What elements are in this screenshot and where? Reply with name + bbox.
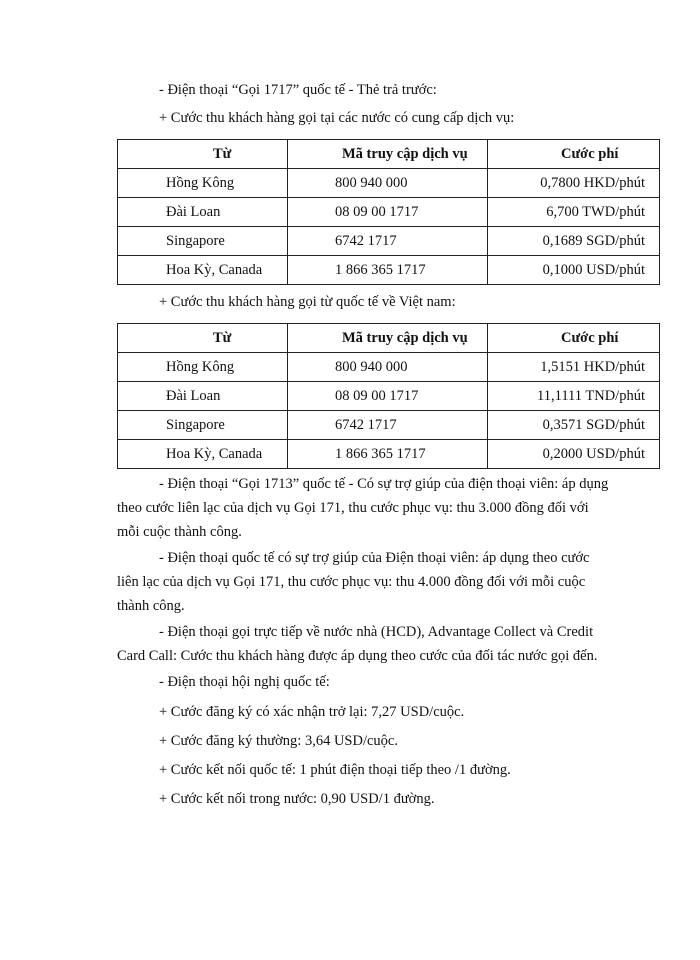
subheading-local-rates: + Cước thu khách hàng gọi tại các nước có cung cấp dịch vụ: xyxy=(159,110,515,126)
cell-fee: 0,7800 HKD/phút xyxy=(488,169,660,198)
cell-from: Hồng Kông xyxy=(118,353,288,382)
cell-access-code: 6742 1717 xyxy=(288,411,488,440)
cell-fee: 11,1111 TND/phút xyxy=(488,382,660,411)
header-fee: Cước phí xyxy=(488,140,660,169)
paragraph-operator-assisted xyxy=(117,546,659,618)
section-heading-prepaid: - Điện thoại “Gọi 1717” quốc tế - Thẻ trả trước: xyxy=(159,82,437,98)
header-fee: Cước phí xyxy=(488,324,660,353)
cell-access-code: 6742 1717 xyxy=(288,227,488,256)
table-row xyxy=(118,353,660,382)
text-line: liên lạc của dịch vụ Gọi 171, thu cước phục vụ: thu 4.000 đồng đối với mỗi cuộc xyxy=(117,574,586,590)
text-line: - Điện thoại gọi trực tiếp về nước nhà (HCD), Advantage Collect và Credit xyxy=(159,624,594,640)
table-row xyxy=(118,256,660,285)
cell-access-code: 800 940 000 xyxy=(288,353,488,382)
table-header-row xyxy=(118,140,660,169)
paragraph-1713-service xyxy=(117,472,659,544)
text-line: mỗi cuộc thành công. xyxy=(117,524,242,540)
list-item: + Cước kết nối quốc tế: 1 phút điện thoại tiếp theo /1 đường. xyxy=(159,762,511,778)
text-line: Card Call: Cước thu khách hàng được áp dụng theo cước của đối tác nước gọi đến. xyxy=(117,648,598,664)
cell-fee: 0,1000 USD/phút xyxy=(488,256,660,285)
list-item: + Cước đăng ký thường: 3,64 USD/cuộc. xyxy=(159,733,398,749)
cell-from: Hoa Kỳ, Canada xyxy=(118,256,288,285)
table-header-row xyxy=(118,324,660,353)
cell-fee: 0,1689 SGD/phút xyxy=(488,227,660,256)
cell-access-code: 1 866 365 1717 xyxy=(288,256,488,285)
table-row xyxy=(118,382,660,411)
table-row xyxy=(118,227,660,256)
cell-access-code: 800 940 000 xyxy=(288,169,488,198)
cell-access-code: 1 866 365 1717 xyxy=(288,440,488,469)
cell-fee: 0,2000 USD/phút xyxy=(488,440,660,469)
cell-from: Singapore xyxy=(118,227,288,256)
cell-from: Singapore xyxy=(118,411,288,440)
text-line: - Điện thoại quốc tế có sự trợ giúp của Điện thoại viên: áp dụng theo cước xyxy=(159,550,590,566)
header-from: Từ xyxy=(118,140,288,169)
table-row xyxy=(118,440,660,469)
cell-from: Đài Loan xyxy=(118,382,288,411)
rates-table-local xyxy=(117,139,660,285)
text-line: thành công. xyxy=(117,598,185,614)
subheading-inbound-rates: + Cước thu khách hàng gọi từ quốc tế về Việt nam: xyxy=(159,294,456,310)
table-row xyxy=(118,198,660,227)
list-item: + Cước đăng ký có xác nhận trở lại: 7,27 USD/cuộc. xyxy=(159,704,465,720)
header-from: Từ xyxy=(118,324,288,353)
cell-from: Đài Loan xyxy=(118,198,288,227)
table-row xyxy=(118,169,660,198)
section-heading-conference: - Điện thoại hội nghị quốc tế: xyxy=(159,674,330,690)
text-line: theo cước liên lạc của dịch vụ Gọi 171, thu cước phục vụ: thu 3.000 đồng đối với xyxy=(117,500,589,516)
header-access-code: Mã truy cập dịch vụ xyxy=(288,324,488,353)
table-row xyxy=(118,411,660,440)
list-item: + Cước kết nối trong nước: 0,90 USD/1 đường. xyxy=(159,791,435,807)
paragraph-home-country-direct xyxy=(117,620,659,668)
cell-fee: 6,700 TWD/phút xyxy=(488,198,660,227)
rates-table-inbound xyxy=(117,323,660,469)
cell-access-code: 08 09 00 1717 xyxy=(288,382,488,411)
cell-fee: 0,3571 SGD/phút xyxy=(488,411,660,440)
cell-from: Hồng Kông xyxy=(118,169,288,198)
header-access-code: Mã truy cập dịch vụ xyxy=(288,140,488,169)
cell-fee: 1,5151 HKD/phút xyxy=(488,353,660,382)
cell-access-code: 08 09 00 1717 xyxy=(288,198,488,227)
text-line: - Điện thoại “Gọi 1713” quốc tế - Có sự trợ giúp của điện thoại viên: áp dụng xyxy=(159,476,609,492)
cell-from: Hoa Kỳ, Canada xyxy=(118,440,288,469)
